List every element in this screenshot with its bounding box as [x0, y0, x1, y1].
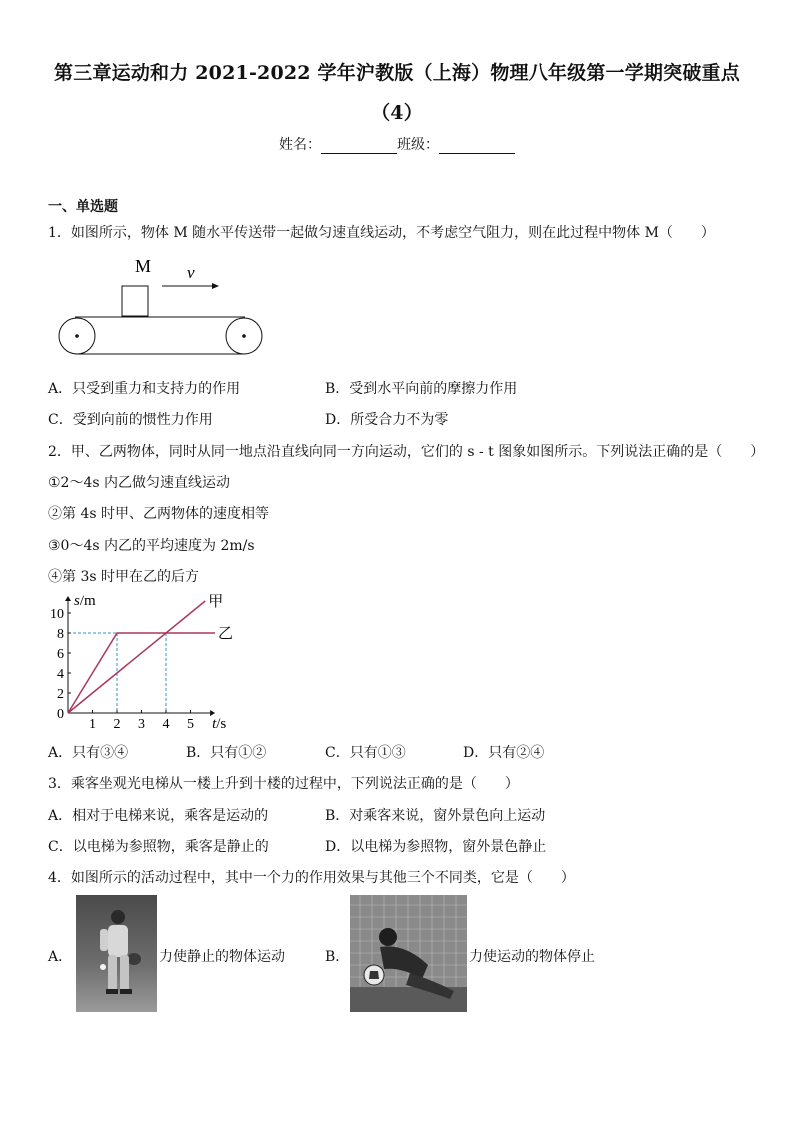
class-field[interactable] — [439, 138, 515, 154]
q1-option-d[interactable]: D．所受合力不为零 — [325, 412, 449, 428]
conveyor-figure — [55, 250, 270, 360]
name-label: 姓名： — [279, 137, 321, 153]
y-tick-label-6: 6 — [57, 647, 64, 662]
x-axis-label: t/s — [212, 716, 227, 732]
x-tick-label-1: 1 — [89, 717, 96, 732]
y-tick-label-8: 8 — [57, 627, 64, 642]
series-line-0 — [68, 601, 205, 713]
q3-stem: 3．乘客坐观光电梯从一楼上升到十楼的过程中，下列说法正确的是（ ） — [48, 776, 519, 792]
class-label: 班级： — [397, 137, 439, 153]
y-axis-label: s/m — [74, 593, 96, 609]
q1-option-a[interactable]: A．只受到重力和支持力的作用 — [48, 381, 241, 397]
series-line-1 — [68, 633, 215, 713]
q3-option-c[interactable]: C．以电梯为参照物，乘客是静止的 — [48, 839, 269, 855]
q4-option-a-letter[interactable]: A． — [48, 949, 73, 965]
q1-stem: 1．如图所示，物体 M 随水平传送带一起做匀速直线运动，不考虑空气阻力，则在此过程中物体 M（ ） — [48, 225, 715, 241]
section-title: 一、单选题 — [48, 199, 118, 215]
x-tick-label-3: 3 — [138, 717, 145, 732]
q3-option-a[interactable]: A．相对于电梯来说，乘客是运动的 — [48, 808, 269, 824]
page-title-line1: 第三章运动和力 2021-2022 学年沪教版（上海）物理八年级第一学期突破重点 — [54, 62, 740, 84]
y-tick-label-10: 10 — [50, 607, 64, 622]
q4-stem: 4．如图所示的活动过程中，其中一个力的作用效果与其他三个不同类，它是（ ） — [48, 870, 575, 886]
name-field[interactable] — [321, 138, 397, 154]
baseball-player-image — [76, 895, 157, 1012]
q2-option-c[interactable]: C．只有①③ — [325, 745, 406, 761]
q4-option-b-caption: 力使运动的物体停止 — [469, 949, 595, 965]
q4-option-a-caption: 力使静止的物体运动 — [159, 949, 285, 965]
velocity-arrowhead — [212, 283, 219, 289]
goalkeeper-image — [350, 895, 467, 1012]
s-t-chart — [45, 590, 245, 735]
mass-label: M — [135, 256, 152, 276]
q1-option-c[interactable]: C．受到向前的惯性力作用 — [48, 412, 213, 428]
q2-option-d[interactable]: D．只有②④ — [463, 745, 545, 761]
y-axis-arrow — [65, 596, 71, 601]
page-title-line2: （4） — [371, 102, 423, 124]
goalkeeper-photo[interactable] — [350, 895, 467, 1012]
left-roller-axle — [75, 334, 79, 338]
q2-statement-3: ③0～4s 内乙的平均速度为 2m/s — [48, 538, 255, 554]
origin-label: 0 — [57, 707, 64, 722]
x-tick-label-2: 2 — [113, 717, 121, 732]
series-label-0: 甲 — [208, 594, 224, 610]
x-tick-label-4: 4 — [162, 717, 170, 732]
x-tick-label-5: 5 — [187, 717, 194, 732]
q2-option-b[interactable]: B．只有①② — [186, 745, 267, 761]
q2-statement-2: ②第 4s 时甲、乙两物体的速度相等 — [48, 506, 269, 522]
y-tick-label-2: 2 — [57, 687, 64, 702]
q3-option-d[interactable]: D．以电梯为参照物，窗外景色静止 — [325, 839, 547, 855]
q2-statement-1: ①2～4s 内乙做匀速直线运动 — [48, 475, 230, 491]
q2-statement-4: ④第 3s 时甲在乙的后方 — [48, 569, 199, 585]
student-info — [0, 134, 794, 154]
q4-option-b-letter[interactable]: B． — [325, 949, 350, 965]
baseball-player-photo[interactable] — [76, 895, 157, 1012]
velocity-label: v — [187, 263, 195, 282]
q1-option-b[interactable]: B．受到水平向前的摩擦力作用 — [325, 381, 518, 397]
q2-stem: 2．甲、乙两物体，同时从同一地点沿直线向同一方向运动，它们的 s - t 图象如图所示。下列说法正确的是（ ） — [48, 444, 765, 460]
right-roller-axle — [242, 334, 246, 338]
series-label-1: 乙 — [218, 626, 234, 642]
q3-option-b[interactable]: B．对乘客来说，窗外景色向上运动 — [325, 808, 546, 824]
y-tick-label-4: 4 — [57, 667, 64, 682]
block-m — [122, 286, 148, 316]
q2-option-a[interactable]: A．只有③④ — [48, 745, 129, 761]
